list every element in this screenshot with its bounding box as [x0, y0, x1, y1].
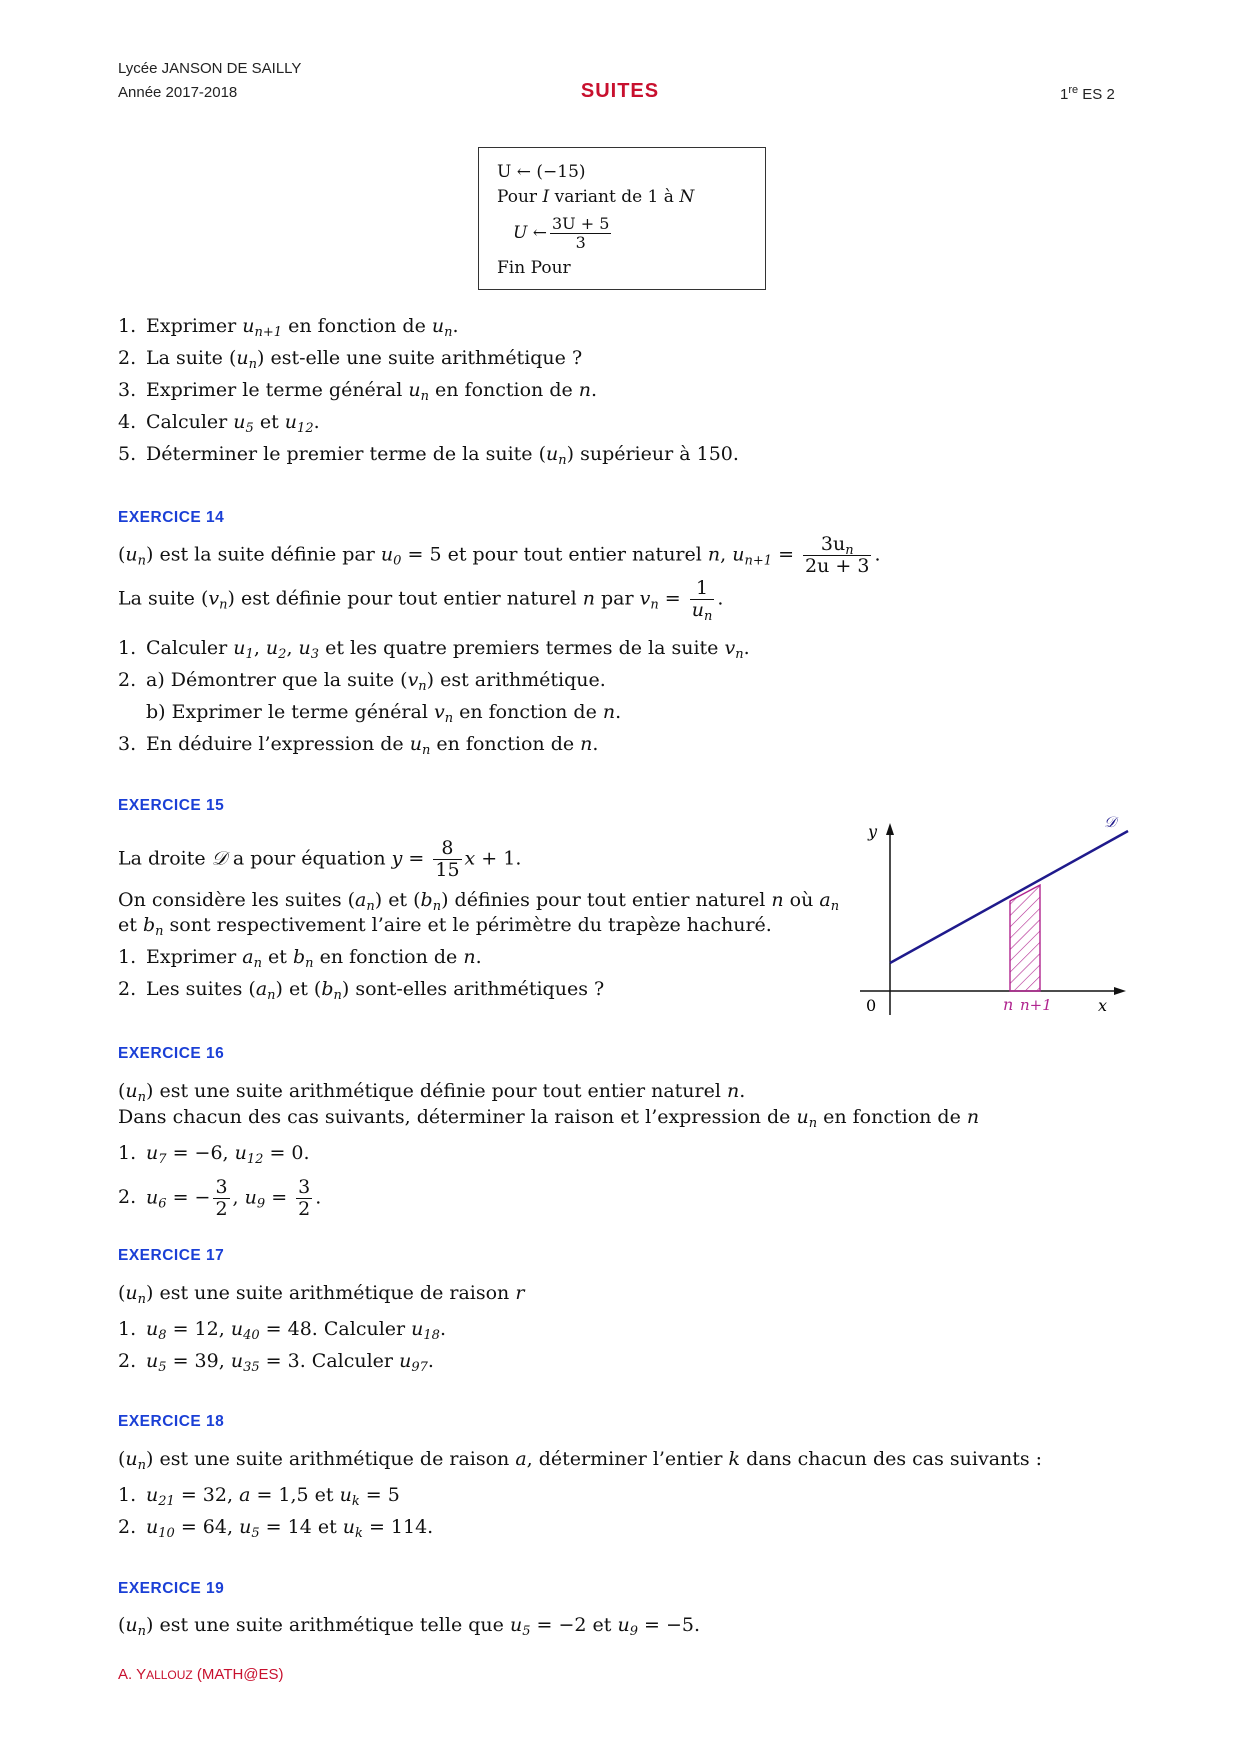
- ex14-intro: $(u_n)$ est la suite définie par $u_0 = 5$ et pour tout entier naturel n, $u_{n+1}$ = $\frac{3u_n}{2u + 3}$ .: [118, 533, 881, 577]
- ex15-q2: 2. Les suites $(a_n)$ et $(b_n)$ sont-elles arithmétiques ?: [118, 978, 605, 1003]
- ex14-q2a: 2. a) Démontrer que la suite $(v_n)$ est arithmétique.: [118, 669, 606, 694]
- class-sup: re: [1068, 84, 1079, 96]
- algo-line-4: Fin Pour: [497, 258, 571, 278]
- ex19-line-1: $(u_n)$ est une suite arithmétique telle que $u_5 = -2$ et $u_9 = -5$.: [118, 1614, 701, 1639]
- class-num: 1: [1060, 86, 1069, 103]
- ex14-q3: 3. En déduire l’expression de $u_n$ en fonction de n.: [118, 733, 599, 758]
- origin-label: 0: [866, 996, 877, 1015]
- algo-line-2: Pour I variant de 1 à N: [497, 187, 695, 207]
- ex14-q2b: b) Exprimer le terme général $v_n$ en fonction de n.: [146, 701, 622, 726]
- ex18-title: EXERCICE 18: [118, 1413, 225, 1430]
- trapezoid-graph: [850, 815, 1130, 1025]
- ex15-q1: 1. Exprimer $a_n$ et $b_n$ en fonction de n.: [118, 946, 482, 971]
- ex15-line-2: On considère les suites $(a_n)$ et $(b_n)$ définies pour tout entier naturel n où $a_n$: [118, 889, 840, 914]
- algorithm-box: [478, 147, 766, 290]
- algo-line-3: U ← $\frac{3U + 5}{3}$: [513, 214, 610, 252]
- ex15-title: EXERCICE 15: [118, 797, 225, 814]
- ex16-line-1: $(u_n)$ est une suite arithmétique définie pour tout entier naturel n.: [118, 1080, 746, 1105]
- ex16-q2: 2. $u_6$ = − $\frac{3}{2}$ , $u_9$ = $\frac{3}{2}$ .: [118, 1176, 322, 1220]
- ex16-title: EXERCICE 16: [118, 1045, 225, 1062]
- ex17-q1: 1. $u_8 = 12$, $u_{40} = 48$. Calculer $u_{18}$.: [118, 1318, 446, 1343]
- ex15-line-3: et $b_n$ sont respectivement l’aire et le périmètre du trapèze hachuré.: [118, 914, 772, 939]
- n1-label: n+1: [1020, 996, 1052, 1014]
- ex19-title: EXERCICE 19: [118, 1580, 225, 1597]
- ex14-title: EXERCICE 14: [118, 509, 225, 526]
- ex17-line-1: $(u_n)$ est une suite arithmétique de raison r: [118, 1282, 525, 1307]
- ex13-q4: 4. Calculer $u_5$ et $u_{12}$.: [118, 411, 320, 436]
- ex13-q1: 1. Exprimer $u_{n+1}$ en fonction de $u_n$.: [118, 315, 459, 340]
- school-year: Année 2017-2018: [118, 84, 238, 101]
- ex16-line-2: Dans chacun des cas suivants, déterminer la raison et l’expression de $u_n$ en fonction de n: [118, 1106, 980, 1131]
- ex16-q1: 1. $u_7 = -6$, $u_{12} = 0$.: [118, 1142, 310, 1167]
- ex14-q1: 1. Calculer $u_1$, $u_2$, $u_3$ et les quatre premiers termes de la suite $v_n$.: [118, 637, 750, 662]
- algo-line-1: U ← (−15): [497, 162, 586, 182]
- ex15-line-eq: La droite 𝒟 a pour équation y = $\frac{8}{15}$ x + 1.: [118, 837, 522, 881]
- x-label: x: [1098, 996, 1108, 1015]
- page-title: SUITES: [580, 80, 660, 102]
- footer-author: A. YALLOUZ (MATH@ES): [118, 1666, 284, 1683]
- ex13-q5: 5. Déterminer le premier terme de la suite $(u_n)$ supérieur à 150.: [118, 443, 739, 468]
- y-axis-arrow-icon: [886, 823, 894, 835]
- class-label: [1060, 84, 1115, 103]
- ex13-q3: 3. Exprimer le terme général $u_n$ en fonction de n.: [118, 379, 598, 404]
- ex13-q2: 2. La suite $(u_n)$ est-elle une suite arithmétique ?: [118, 347, 583, 372]
- line-d: [890, 831, 1128, 963]
- n-label: n: [1003, 995, 1014, 1014]
- class-rest: ES 2: [1082, 86, 1115, 103]
- y-label: y: [868, 822, 878, 841]
- ex17-title: EXERCICE 17: [118, 1247, 225, 1264]
- ex18-q2: 2. $u_{10} = 64$, $u_5 = 14$ et $u_k = 114$.: [118, 1516, 434, 1541]
- x-axis-arrow-icon: [1114, 987, 1126, 995]
- ex17-q2: 2. $u_5 = 39$, $u_{35} = 3$. Calculer $u_{97}$.: [118, 1350, 434, 1375]
- ex14-v-def: La suite $(v_n)$ est définie pour tout entier naturel n par $v_n$ = $\frac{1}{u_n}$ .: [118, 577, 724, 624]
- ex18-q1: 1. $u_{21} = 32$, a = 1,5 et $u_k = 5$: [118, 1484, 400, 1509]
- school-name: Lycée JANSON DE SAILLY: [118, 60, 302, 77]
- line-d-label: 𝒟: [1104, 815, 1116, 831]
- hatched-trapezoid: [1010, 885, 1040, 991]
- ex18-line-1: $(u_n)$ est une suite arithmétique de raison a, déterminer l’entier k dans chacun des cas suivants :: [118, 1448, 1043, 1473]
